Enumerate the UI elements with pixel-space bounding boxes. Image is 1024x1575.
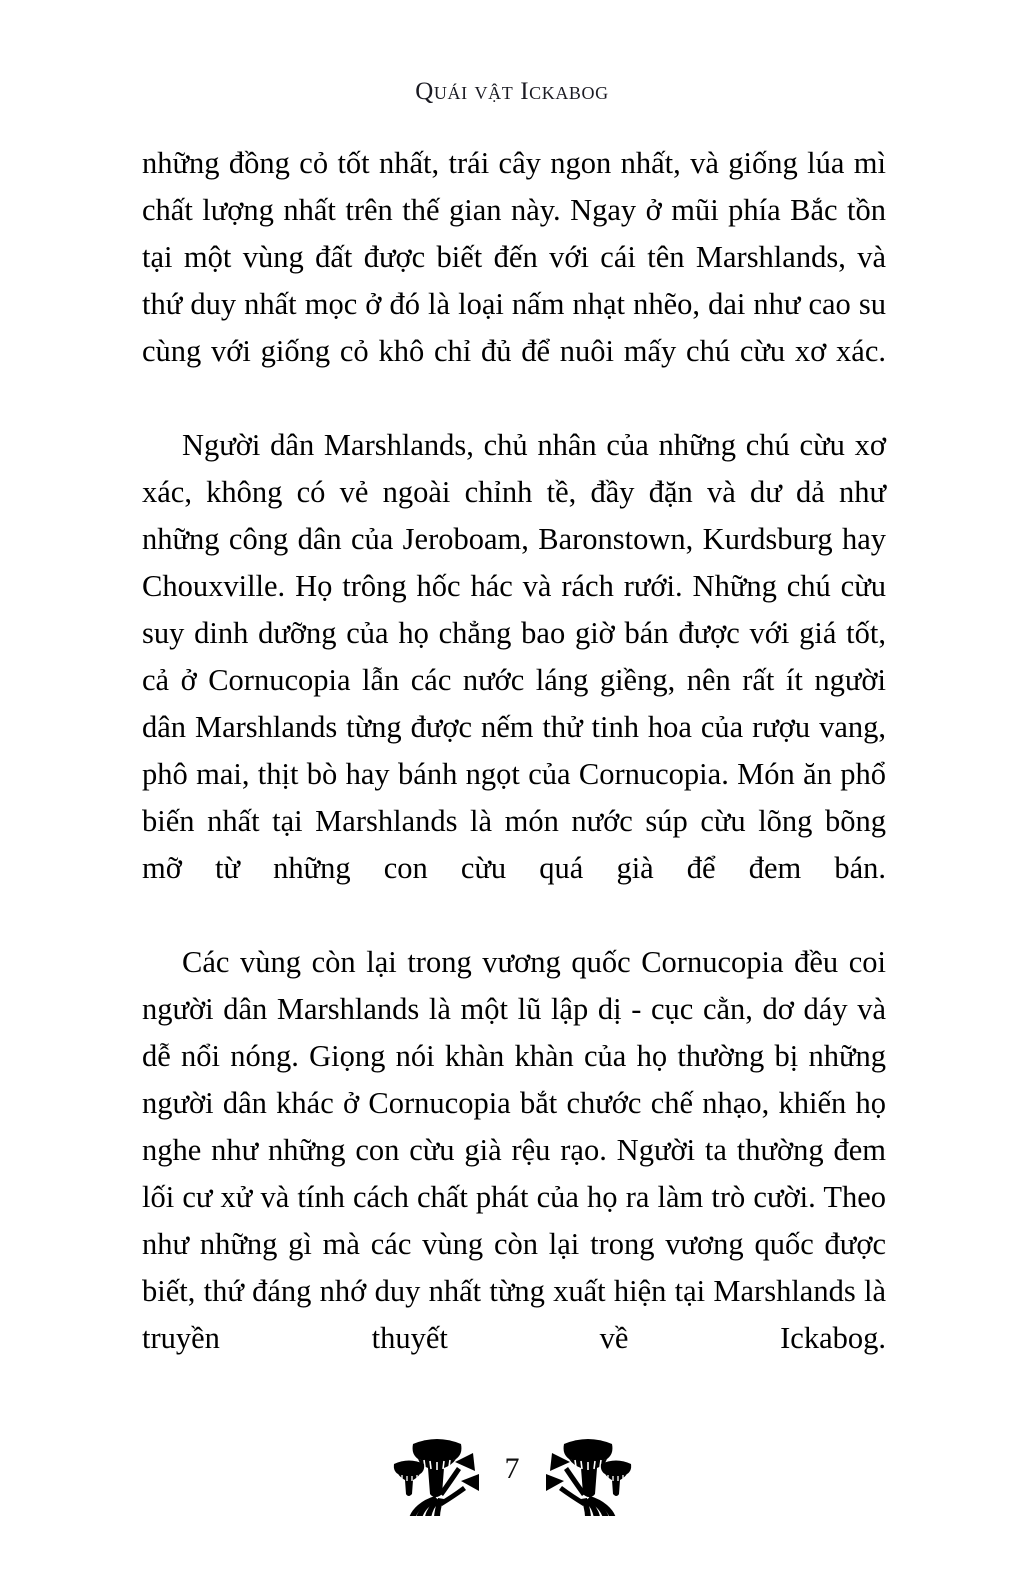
paragraph: những đồng cỏ tốt nhất, trái cây ngon nhất, và giống lúa mì chất lượng nhất trên thế gian này. Ngay ở mũi phía Bắc tồn tại một vùng đất được biết đến với cái tên Marshlands, và thứ duy nhất mọc ở đó là loại nấm nhạt nhẽo, dai như cao su cùng với giống cỏ khô chỉ đủ để nuôi mấy chú cừu xơ xác.	[142, 146, 886, 368]
paragraph: Các vùng còn lại trong vương quốc Cornucopia đều coi người dân Marshlands là một lũ lập dị - cục cằn, dơ dáy và dễ nổi nóng. Giọng nói khàn khàn của họ thường bị những người dân khác ở Cornucopia bắt chước chế nhạo, khiến họ nghe như những con cừu già rệu rạo. Người ta thường đem lối cư xử và tính cách chất phát của họ ra làm trò cười. Theo như những gì mà các vùng còn lại trong vương quốc được biết, thứ đáng nhớ duy nhất từng xuất hiện tại Marshlands là truyền thuyết về Ickabog.	[142, 945, 886, 1355]
running-header: Quái vật Ickabog	[415, 78, 609, 105]
body-text-block	[142, 140, 886, 1409]
page-number: 7	[504, 1452, 520, 1485]
paragraph: Người dân Marshlands, chủ nhân của những chú cừu xơ xác, không có vẻ ngoài chỉnh tề, đầy đặn và dư dả như những công dân của Jeroboam, Baronstown, Kurdsburg hay Chouxville. Họ trông hốc hác và rách rưới. Những chú cừu suy dinh dưỡng của họ chẳng bao giờ bán được với giá tốt, cả ở Cornucopia lẫn các nước láng giềng, nên rất ít người dân Marshlands từng được nếm thử tinh hoa của rượu vang, phô mai, thịt bò hay bánh ngọt của Cornucopia. Món ăn phổ biến nhất tại Marshlands là món nước súp cừu lõng bõng mỡ từ những con cừu quá già để đem bán.	[142, 428, 886, 885]
mushroom-cluster-icon	[391, 1428, 487, 1516]
mushroom-cluster-icon	[538, 1428, 634, 1516]
ornament-left	[391, 1428, 487, 1516]
page-footer	[0, 1428, 1024, 1516]
ornament-right	[538, 1428, 634, 1516]
